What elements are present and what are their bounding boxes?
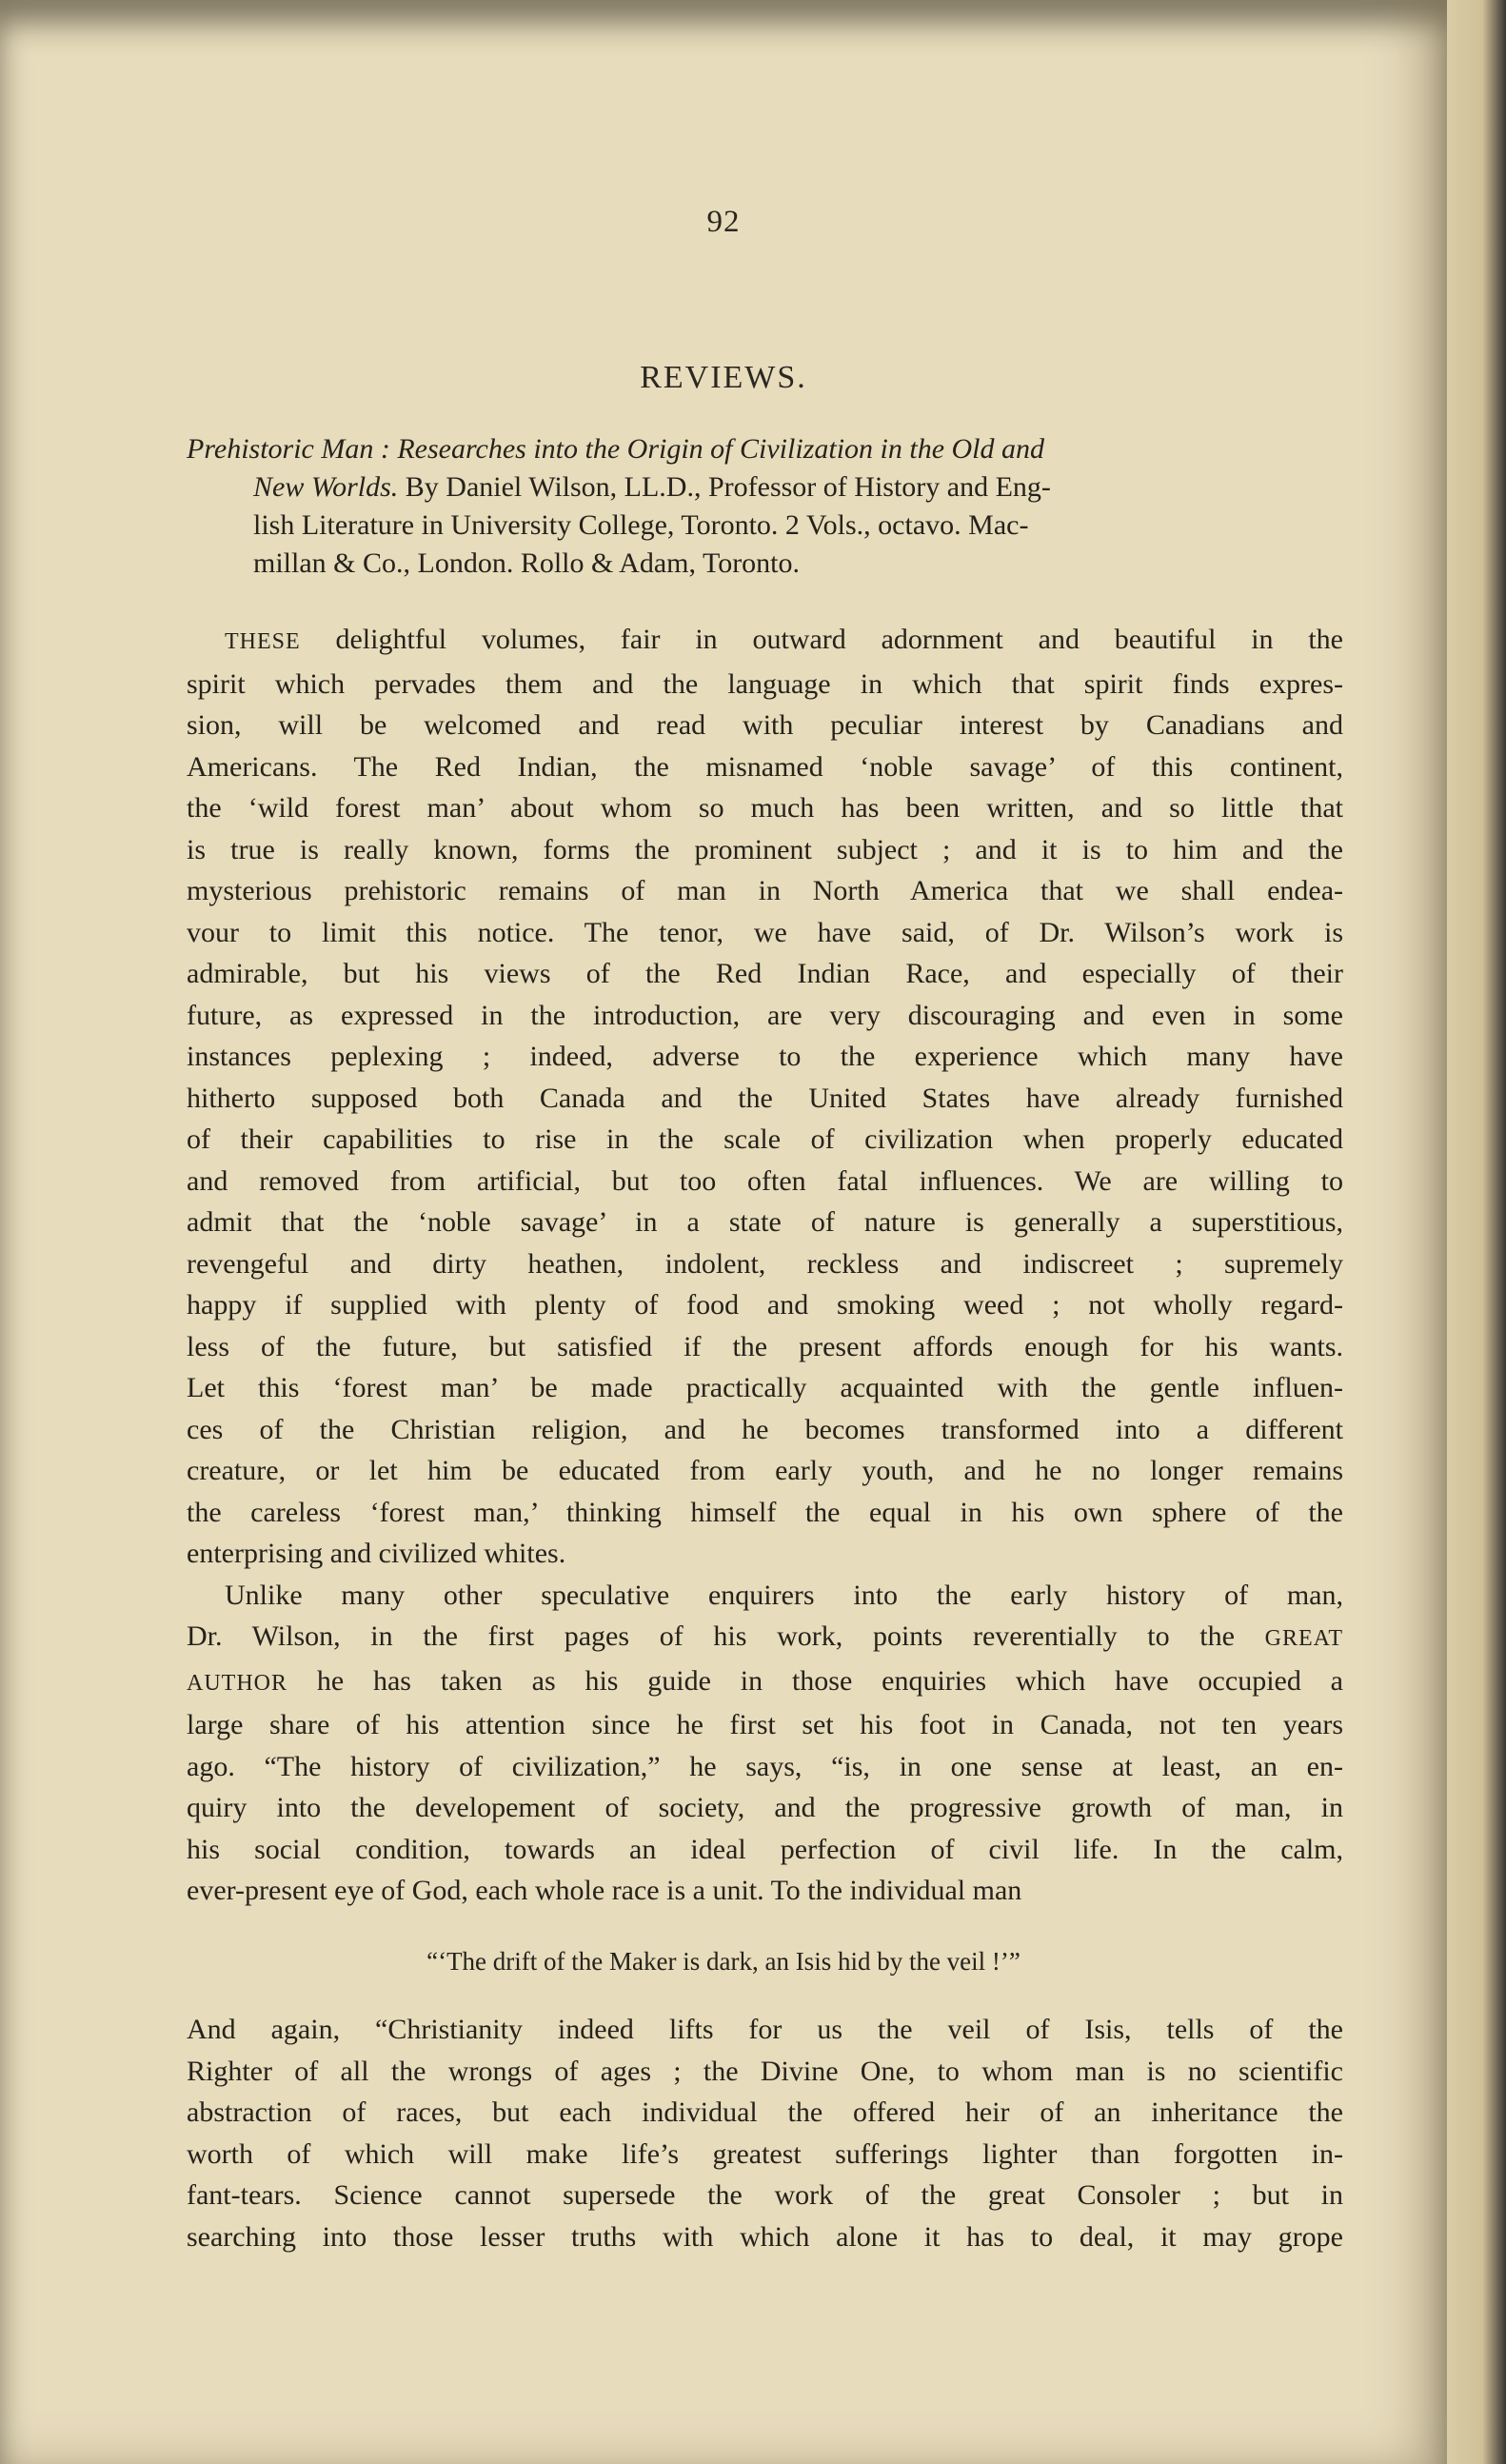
- paragraph-line: mysterious prehistoric remains of man in North America that we shall endea-: [187, 875, 1343, 906]
- paragraph-line: Let this ‘forest man’ be made practically acquainted with the gentle influen-: [187, 1372, 1343, 1403]
- paragraph-line: the ‘wild forest man’ about whom so much has been written, and so little that: [187, 792, 1343, 824]
- block-quote: “‘The drift of the Maker is dark, an Isis hid by the veil !’”: [426, 1947, 1021, 1976]
- citation-line: New Worlds. By Daniel Wilson, LL.D., Professor of History and Eng-: [253, 471, 1051, 503]
- paragraph-line: quiry into the developement of society, and the progressive growth of man, in: [187, 1792, 1343, 1823]
- paragraph-line: Americans. The Red Indian, the misnamed ‘noble savage’ of this continent,: [187, 750, 1343, 783]
- paragraph-line: ces of the Christian religion, and he becomes transformed into a different: [187, 1413, 1343, 1445]
- paragraph-line: sion, will be welcomed and read with peculiar interest by Canadians and: [187, 709, 1343, 741]
- section-title: REVIEWS.: [640, 360, 807, 395]
- paragraph-line: happy if supplied with plenty of food and smoking weed ; not wholly regard-: [187, 1289, 1343, 1321]
- review-body-continued: [187, 2009, 1343, 2257]
- paragraph-line: AUTHOR he has taken as his guide in those enquiries which have occupied a: [187, 1664, 1343, 1697]
- page-edge: [1447, 0, 1506, 2464]
- paragraph-line: Unlike many other speculative enquirers into the early history of man,: [225, 1579, 1343, 1611]
- paragraph-line: And again, “Christianity indeed lifts for us the veil of Isis, tells of the: [187, 2014, 1343, 2045]
- paragraph-line: ago. “The history of civilization,” he says, “is, in one sense at least, an en-: [187, 1750, 1343, 1782]
- review-body: [187, 619, 1343, 1912]
- paragraph-line: admit that the ‘noble savage’ in a state of nature is generally a superstitious,: [187, 1206, 1343, 1238]
- paragraph-line: fant-tears. Science cannot supersede the work of the great Consoler ; but in: [187, 2179, 1343, 2211]
- paragraph-line: admirable, but his views of the Red Indian Race, and especially of their: [187, 958, 1343, 989]
- paragraph-line: ever-present eye of God, each whole race is a unit. To the individual man: [187, 1875, 1022, 1906]
- paragraph-line: spirit which pervades them and the language in which that spirit finds expres-: [187, 667, 1343, 700]
- book-citation: [187, 430, 1343, 583]
- page-number: 92: [706, 205, 741, 239]
- paragraph-line: revengeful and dirty heathen, indolent, reckless and indiscreet ; supremely: [187, 1247, 1343, 1280]
- paragraph-line: less of the future, but satisfied if the present affords enough for his wants.: [187, 1330, 1343, 1362]
- paragraph-line: enterprising and civilized whites.: [187, 1538, 566, 1569]
- paragraph-line: instances peplexing ; indeed, adverse to the experience which many have: [187, 1041, 1343, 1072]
- paragraph-line: worth of which will make life’s greatest sufferings lighter than forgotten in-: [187, 2137, 1343, 2170]
- paragraph-line: his social condition, towards an ideal perfection of civil life. In the calm,: [187, 1833, 1343, 1865]
- paragraph-line: is true is really known, forms the prominent subject ; and it is to him and the: [187, 833, 1343, 865]
- paragraph-line: abstraction of races, but each individual the offered heir of an inheritance the: [187, 2096, 1343, 2128]
- paragraph-line: creature, or let him be educated from early youth, and he no longer remains: [187, 1455, 1343, 1486]
- paragraph-line: the careless ‘forest man,’ thinking himself the equal in his own sphere of the: [187, 1496, 1343, 1528]
- citation-line: Prehistoric Man : Researches into the Origin of Civilization in the Old and: [187, 433, 1045, 465]
- paragraph-line: future, as expressed in the introduction, are very discouraging and even in some: [187, 999, 1343, 1031]
- paragraph-line: of their capabilities to rise in the scale of civilization when properly educated: [187, 1123, 1343, 1155]
- citation-line: lish Literature in University College, Toronto. 2 Vols., octavo. Mac-: [253, 509, 1029, 541]
- paragraph-line: THESE delightful volumes, fair in outward adornment and beautiful in the: [225, 624, 1343, 655]
- paragraph-line: vour to limit this notice. The tenor, we have said, of Dr. Wilson’s work is: [187, 916, 1343, 948]
- paragraph-line: and removed from artificial, but too often fatal influences. We are willing to: [187, 1164, 1343, 1197]
- paragraph-line: Dr. Wilson, in the first pages of his work, points reverentially to the GREAT: [187, 1620, 1343, 1652]
- paragraph-line: searching into those lesser truths with which alone it has to deal, it may grope: [187, 2220, 1343, 2253]
- paragraph-line: hitherto supposed both Canada and the United States have already furnished: [187, 1082, 1343, 1114]
- paragraph-line: Righter of all the wrongs of ages ; the Divine One, to whom man is no scientific: [187, 2055, 1343, 2087]
- paragraph-line: large share of his attention since he first set his foot in Canada, not ten years: [187, 1709, 1343, 1740]
- citation-line: millan & Co., London. Rollo & Adam, Toronto.: [253, 547, 801, 579]
